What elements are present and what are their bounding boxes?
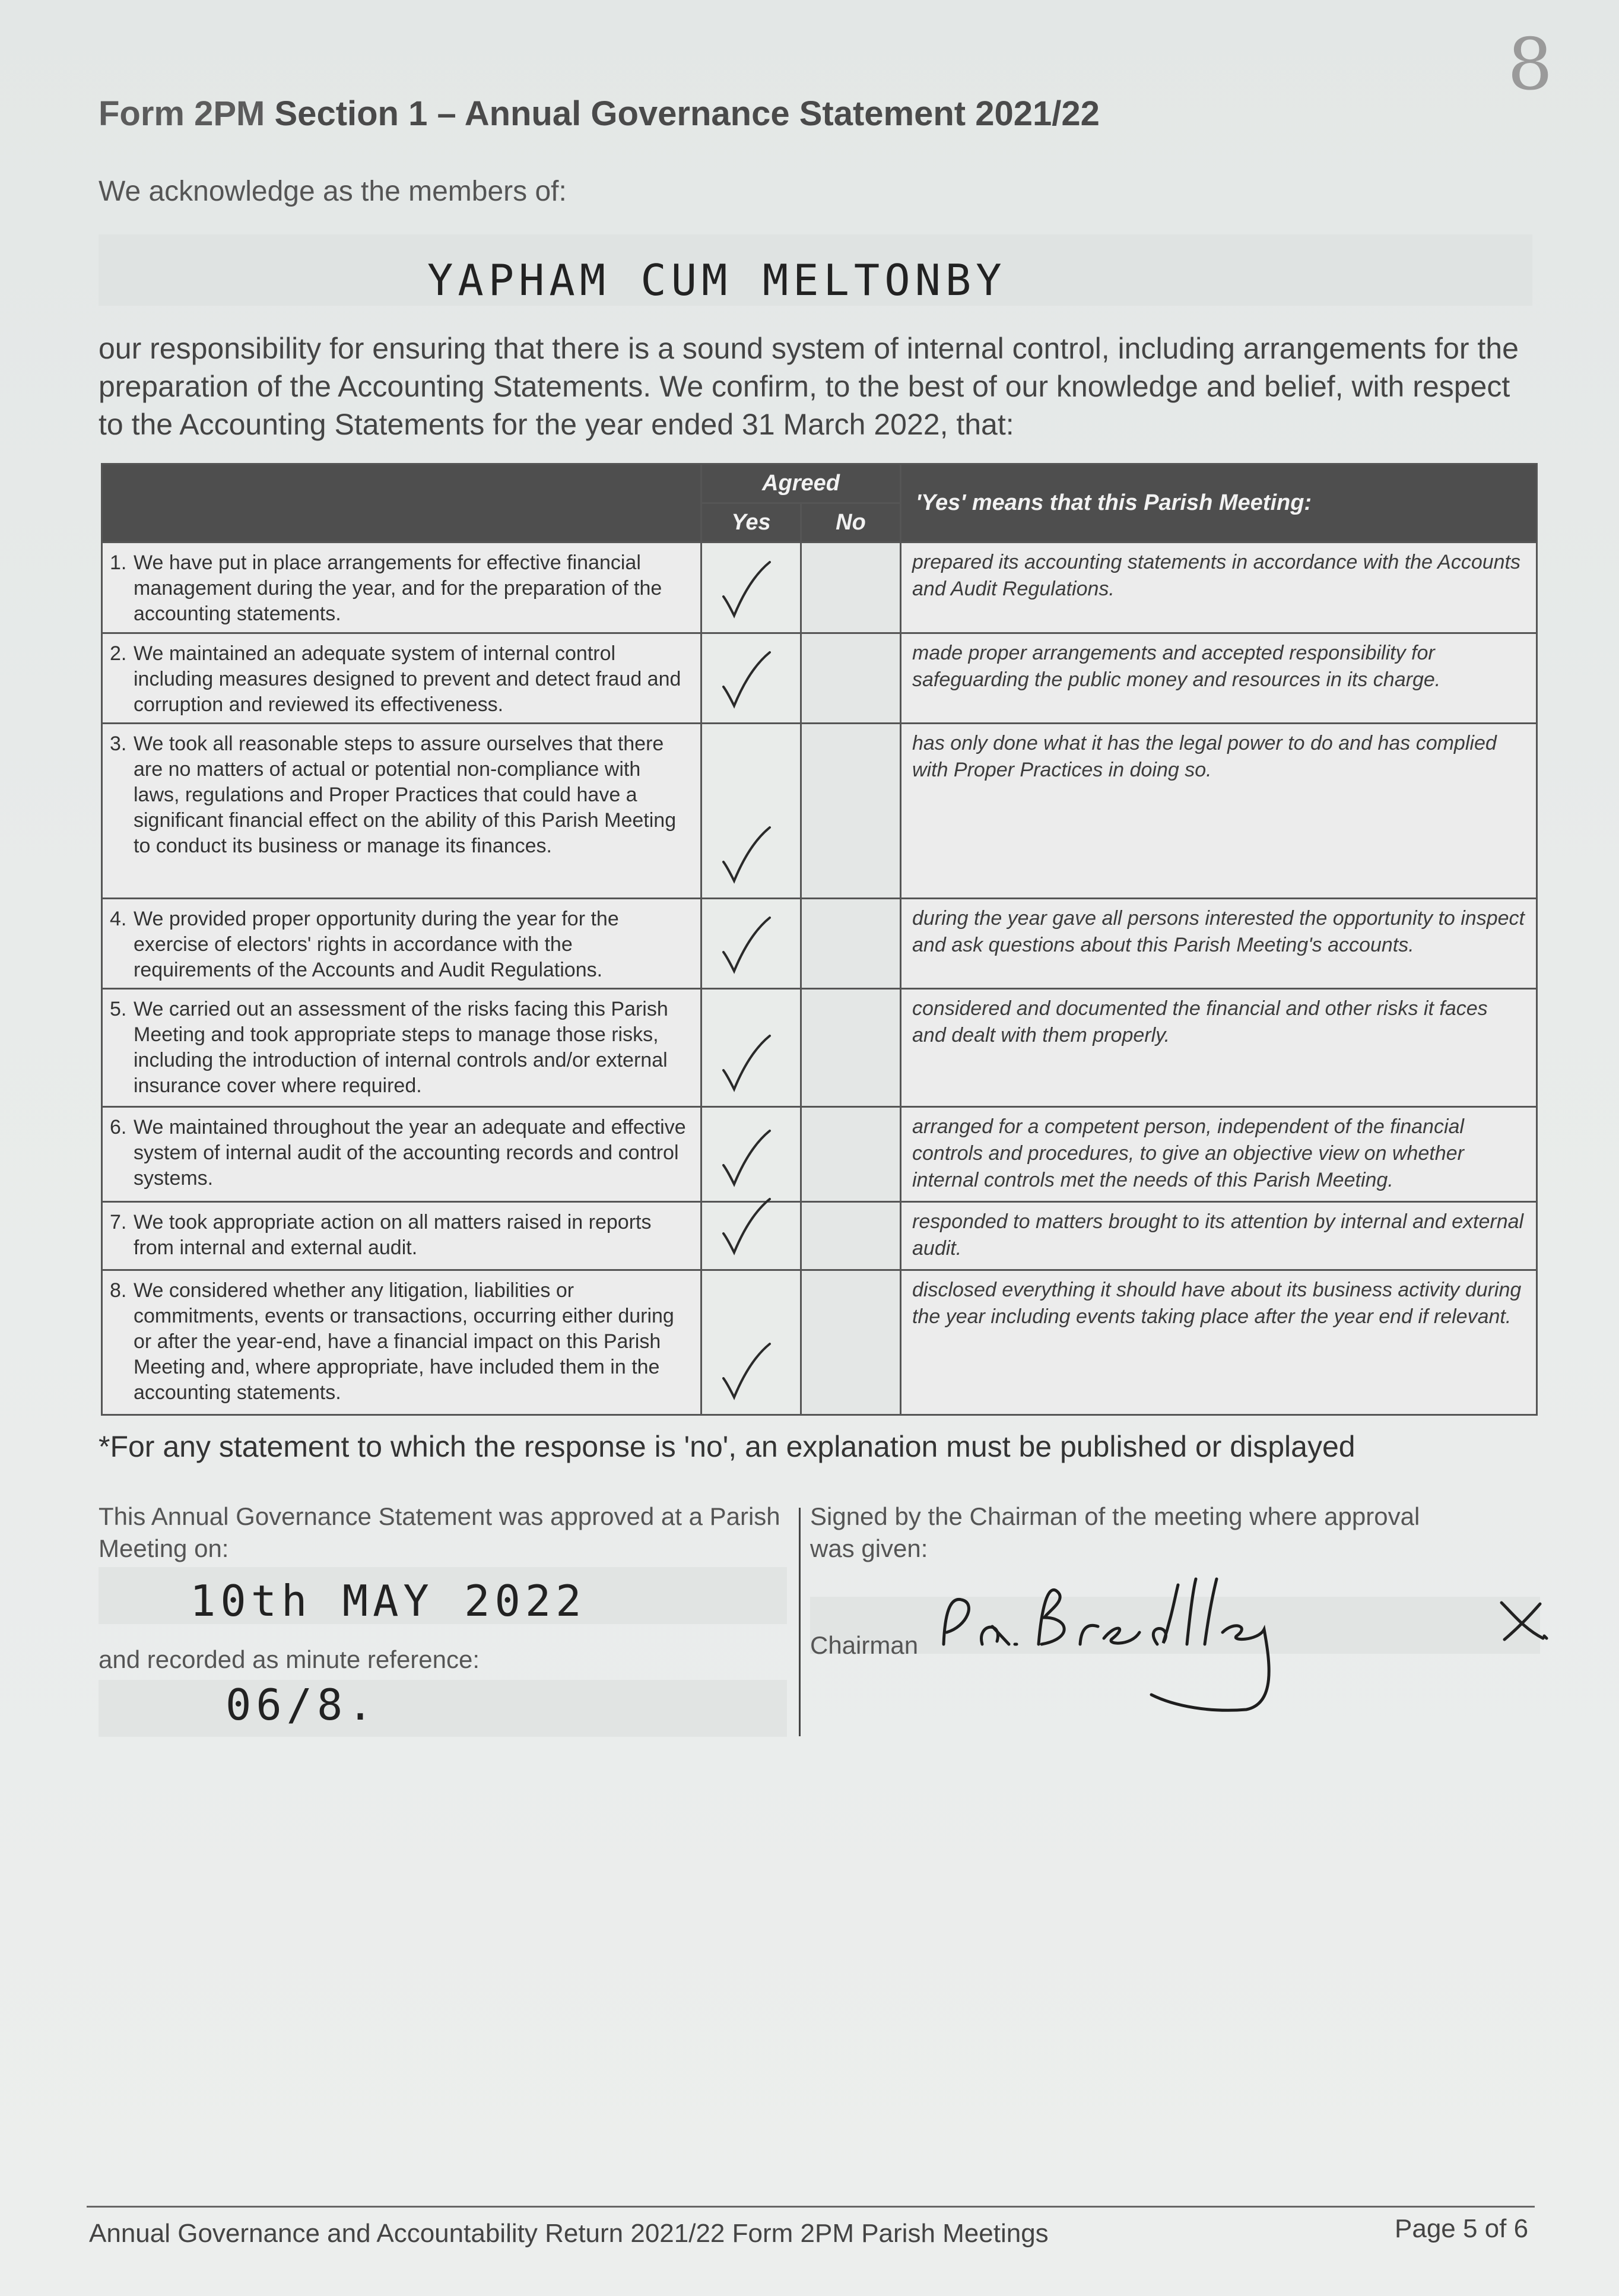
- means-header: 'Yes' means that this Parish Meeting:: [901, 464, 1537, 543]
- table-row: [102, 1106, 1537, 1202]
- table-row: [102, 633, 1537, 723]
- minute-label: and recorded as minute reference:: [99, 1645, 480, 1673]
- checkmark-icon: [719, 650, 772, 709]
- yes-checkbox[interactable]: [701, 543, 801, 633]
- statement-number: 2.: [110, 642, 127, 665]
- table-row: [102, 1270, 1537, 1415]
- yes-checkbox[interactable]: [701, 1270, 801, 1415]
- statement-cell: [102, 1202, 701, 1270]
- no-checkbox[interactable]: [801, 898, 901, 988]
- meaning-cell: made proper arrangements and accepted responsibility for safeguarding the public money and resources in its charge.: [901, 633, 1537, 723]
- table-row: [102, 1202, 1537, 1270]
- yes-checkbox[interactable]: [701, 724, 801, 899]
- statement-text: We maintained an adequate system of internal control including measures designed to prevent and detect fraud and corruption and reviewed its effectiveness.: [134, 642, 681, 716]
- footer-rule: [87, 2206, 1535, 2208]
- checkmark-icon: [719, 915, 772, 975]
- statement-text: We have put in place arrangements for effective financial management during the year, and for the preparation of the accounting statements.: [134, 551, 662, 626]
- acknowledge-text: We acknowledge as the members of:: [99, 176, 567, 207]
- no-checkbox[interactable]: [801, 724, 901, 899]
- checkmark-icon: [719, 1342, 772, 1401]
- yes-checkbox[interactable]: [701, 898, 801, 988]
- table-row: [102, 989, 1537, 1106]
- statement-cell: [102, 1270, 701, 1415]
- approval-date: 10th MAY 2022: [190, 1576, 586, 1626]
- section-title: Section 1 – Annual Governance Statement 2021/22: [274, 94, 1100, 133]
- x-mark-icon: [1496, 1597, 1549, 1644]
- statement-number: 3.: [110, 732, 127, 756]
- statement-cell: [102, 898, 701, 988]
- checkmark-icon: [719, 825, 772, 884]
- statement-number: 5.: [110, 998, 127, 1021]
- checkmark-icon: [719, 1197, 772, 1256]
- meaning-cell: disclosed everything it should have about its business activity during the year including events taking place after the year end if relevant.: [901, 1270, 1537, 1415]
- table-row: [102, 898, 1537, 988]
- no-checkbox[interactable]: [801, 633, 901, 723]
- approval-text: This Annual Governance Statement was approved at a Parish Meeting on:: [99, 1502, 780, 1562]
- statement-text: We provided proper opportunity during the year for the exercise of electors' rights in accordance with the requirements of the Accounts and Audit Regulations.: [134, 907, 619, 981]
- footnote: *For any statement to which the response is 'no', an explanation must be published or displayed: [99, 1430, 1355, 1463]
- page-title: [99, 94, 1100, 134]
- meaning-cell: responded to matters brought to its attention by internal and external audit.: [901, 1202, 1537, 1270]
- governance-table: [101, 463, 1538, 1416]
- agreed-header: Agreed: [701, 464, 901, 503]
- statement-cell: [102, 1106, 701, 1202]
- council-name: YAPHAM CUM MELTONBY: [427, 255, 1007, 305]
- statement-text: We took all reasonable steps to assure ourselves that there are no matters of actual or potential non-compliance with laws, regulations and Proper Practices that could have a significant financial effect on the ability of this Parish Meeting to conduct its business or manage its finances.: [134, 732, 677, 858]
- table-row: [102, 543, 1537, 633]
- statement-cell: [102, 543, 701, 633]
- page-mark: 8: [1507, 24, 1558, 106]
- signed-text: Signed by the Chairman of the meeting where approval was given:: [810, 1502, 1420, 1562]
- meaning-cell: arranged for a competent person, independent of the financial controls and procedures, to give an objective view on whether internal controls met the needs of this Parish Meeting.: [901, 1106, 1537, 1202]
- no-checkbox[interactable]: [801, 989, 901, 1106]
- statement-number: 1.: [110, 551, 127, 575]
- intro-text: our responsibility for ensuring that there is a sound system of internal control, including arrangements for the preparation of the Accounting Statements. We confirm, to the best of our knowledge and belief, with respect to the Accounting Statements for the year ended 31 March 2022, that:: [99, 332, 1519, 441]
- statement-header: [102, 464, 701, 543]
- meaning-cell: prepared its accounting statements in accordance with the Accounts and Audit Regulations.: [901, 543, 1537, 633]
- checkmark-icon: [719, 1128, 772, 1188]
- statement-cell: [102, 989, 701, 1106]
- page-number: Page 5 of 6: [1395, 2214, 1529, 2243]
- statement-cell: [102, 633, 701, 723]
- no-checkbox[interactable]: [801, 1270, 901, 1415]
- statement-text: We took appropriate action on all matters raised in reports from internal and external audit.: [134, 1211, 652, 1260]
- minute-ref-field[interactable]: [99, 1680, 787, 1737]
- yes-header: Yes: [701, 503, 801, 543]
- statement-number: 7.: [110, 1211, 127, 1234]
- yes-checkbox[interactable]: [701, 989, 801, 1106]
- form-code: Form 2PM: [99, 94, 265, 133]
- meaning-cell: considered and documented the financial and other risks it faces and dealt with them properly.: [901, 989, 1537, 1106]
- chairman-signature: [926, 1567, 1294, 1733]
- no-checkbox[interactable]: [801, 1106, 901, 1202]
- checkmark-icon: [719, 1033, 772, 1093]
- meaning-cell: has only done what it has the legal power to do and has complied with Proper Practices in doing so.: [901, 724, 1537, 899]
- meaning-cell: during the year gave all persons interested the opportunity to inspect and ask questions about this Parish Meeting's accounts.: [901, 898, 1537, 988]
- statement-number: 6.: [110, 1115, 127, 1139]
- chairman-label: Chairman: [810, 1631, 919, 1659]
- statement-number: 4.: [110, 907, 127, 930]
- no-header: No: [801, 503, 901, 543]
- statement-cell: [102, 724, 701, 899]
- statement-text: We maintained throughout the year an adequate and effective system of internal audit of the accounting records and control systems.: [134, 1115, 686, 1190]
- minute-ref: 06/8.: [226, 1680, 378, 1730]
- no-checkbox[interactable]: [801, 543, 901, 633]
- no-checkbox[interactable]: [801, 1202, 901, 1270]
- yes-checkbox[interactable]: [701, 1202, 801, 1270]
- approval-divider: [799, 1508, 801, 1736]
- statement-text: We carried out an assessment of the risks facing this Parish Meeting and took appropriate steps to manage those risks, including the introduction of internal controls and/or external insurance cover where required.: [134, 998, 668, 1098]
- statement-number: 8.: [110, 1279, 127, 1302]
- table-row: [102, 724, 1537, 899]
- yes-checkbox[interactable]: [701, 633, 801, 723]
- footer-title: Annual Governance and Accountability Return 2021/22 Form 2PM Parish Meetings: [89, 2219, 1049, 2248]
- checkmark-icon: [719, 560, 772, 619]
- yes-checkbox[interactable]: [701, 1106, 801, 1202]
- statement-text: We considered whether any litigation, liabilities or commitments, events or transactions, occurring either during or after the year-end, have a financial impact on this Parish Meeting and, where appropriate, have included them in the accounting statements.: [134, 1279, 674, 1404]
